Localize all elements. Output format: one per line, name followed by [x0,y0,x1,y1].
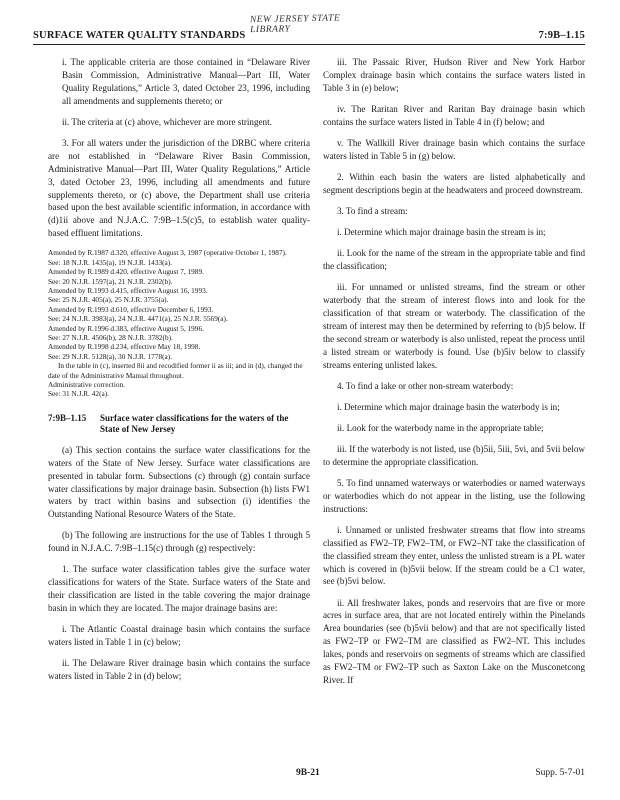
paragraph: iv. The Raritan River and Raritan Bay drainage basin which contains the surface waters listed in Table 4 in (f) below; and [323,103,585,127]
paragraph: (a) This section contains the surface water classifications for the waters of the State of New Jersey. Surface water classifications are presented in tabular form. Subsections (c) through (g) contain surface water classifications by major drainage basin. Subsection (h) lists FW1 waters by tract within basins and subsection (i) identifies the Outstanding National Resource Waters of the State. [48,444,310,520]
paragraph: i. The Atlantic Coastal drainage basin which contains the surface waters listed in Table 1 in (c) below; [48,624,310,648]
paragraph: 3. To find a stream: [337,205,408,216]
paragraph: i. Unnamed or unlisted freshwater streams that flow into streams classified as FW2–TP, FW2–TM, or FW2–NT take the classification of the classified stream they enter, unless the unlisted stream is a PL water which is covered in (b)5vii below. If the stream could be a C1 water, see (b)5vi below. [323,524,585,587]
paragraph: ii. Look for the waterbody name in the appropriate table; [337,422,544,433]
amendment-line: See: 27 N.J.R. 4506(b), 28 N.J.R. 3782(b). [48,333,173,342]
running-header [33,30,585,41]
paragraph: iii. If the waterbody is not listed, use (b)5ii, 5iii, 5vi, and 5vii below to determine the appropriate classification. [323,443,585,467]
paragraph: 2. Within each basin the waters are listed alphabetically and segment descriptions begin at the headwaters and proceed downstream. [323,171,585,195]
left-column [48,56,310,691]
paragraph: (b) The following are instructions for the use of Tables 1 through 5 found in N.J.A.C. 7:9B–1.15(c) through (g) respectively: [48,530,310,554]
amendment-note: In the table in (c), inserted 8ii and recodified former ii as iii; and in (d), changed the date of the Administrative Manual throughout. [48,361,303,380]
right-column [323,56,585,695]
supplement-date: Supp. 5-7-01 [535,768,585,778]
amendment-line: Administrative correction. [48,380,125,390]
paragraph: i. The applicable criteria are those contained in “Delaware River Basin Commission, Administrative Manual—Part III, Water Quality Regulations,” Article 3, dated October 23, 1996, including all amendments and supplements thereto; or [62,57,310,106]
paragraph: 4. To find a lake or other non-stream waterbody: [337,380,514,391]
paragraph: ii. All freshwater lakes, ponds and reservoirs that are five or more acres in surface area, that are not located entirely within the Pinelands Area boundaries (see (b)5vii below) and that are not specifically listed as FW2–TP or FW2–TM are classified as FW2–NT. This includes lakes, ponds and reservoirs on segments of streams which are classified as FW2–TM or FW2–TP such as Saxton Lake on the Musconetcong River. If [323,597,585,685]
paragraph: 1. The surface water classification tables give the surface water classifications for waters of the State. Surface waters of the State and their classification are listed in the table covering the major drainage basin in which they are located. The major drainage basins are: [48,564,310,614]
library-stamp: NEW JERSEY STATE LIBRARY [249,13,341,36]
amendment-history [48,248,310,399]
header-title: SURFACE WATER QUALITY STANDARDS [33,30,246,41]
amendment-line: See: 24 N.J.R. 3983(a), 24 N.J.R. 4471(a), 25 N.J.R. 5569(a). [48,314,228,324]
amendment-line: See: 20 N.J.R. 1597(a), 21 N.J.R. 2302(b). [48,276,173,286]
header-rule [33,44,585,45]
amendment-line: Amended by R.1993 d.415, effective August 16, 1993. [48,285,208,295]
amendment-line: Amended by R.1998 d.234, effective May 18, 1998. [48,342,201,352]
amendment-line: See: 18 N.J.R. 1435(a), 19 N.J.R. 1433(a). [48,257,173,267]
amendment-line: Amended by R.1993 d.610, effective December 6, 1993. [48,304,214,314]
paragraph: iii. For unnamed or unlisted streams, find the stream or other waterbody that the stream of interest flows into and look for the classification of that stream or waterbody. The classification of the stream of interest may then be determined by referring to (b)5 below. If the second stream or waterbody is also unlisted, repeat the process until a listed stream or waterbody is found. Use (b)5iv below to classify streams entering unlisted lakes. [323,282,585,370]
paragraph: i. Determine which major drainage basin the stream is in; [337,227,546,237]
amendment-line: Amended by R.1989 d.420, effective August 7, 1989. [48,267,204,277]
paragraph: ii. Look for the name of the stream in the appropriate table and find the classification; [323,248,585,271]
paragraph: 3. For all waters under the jurisdiction of the DRBC where criteria are not established in “Delaware River Basin Commission, Administrative Manual—Part III, Water Quality Regulations,” Article 3, dated October 23, 1996, including all amendments and future supplements thereto, or (c) above, the Department shall use criteria based upon the best available scientific information, in accordance with (d)1ii above and N.J.A.C. 7:9B–1.5(c)5, to establish water quality-based effluent limitations. [48,137,310,239]
page-number: 9B-21 [296,768,320,778]
paragraph: v. The Wallkill River drainage basin which contains the surface waters listed in Table 5 in (g) below. [323,137,585,161]
paragraph: ii. The criteria at (c) above, whichever are more stringent. [62,116,272,127]
amendment-line: See: 29 N.J.R. 5128(a), 30 N.J.R. 1778(a). [48,351,173,361]
amendment-line: Amended by R.1987 d.320, effective August 3, 1987 (operative October 1, 1987). [48,248,287,258]
paragraph: iii. The Passaic River, Hudson River and New York Harbor Complex drainage basin which contains the surface waters listed in Table 3 in (e) below; [323,57,585,93]
section-number: 7:9B–1.15 [48,412,87,423]
header-section-number: 7:9B–1.15 [538,30,585,41]
amendment-line: Amended by R.1996 d.383, effective August 5, 1996. [48,323,204,333]
amendment-line: See: 25 N.J.R. 405(a), 25 N.J.R. 3755(a). [48,295,169,305]
amendment-line: See: 31 N.J.R. 42(a). [48,389,110,399]
paragraph: i. Determine which major drainage basin the waterbody is in; [337,401,560,412]
paragraph: 5. To find unnamed waterways or waterbodies or named waterways or waterbodies which do not appear in the listing, use the following instructions: [323,477,585,514]
section-heading [48,413,310,436]
section-title: Surface water classifications for the waters of the State of New Jersey [100,412,289,435]
paragraph: ii. The Delaware River drainage basin which contains the surface waters listed in Table 2 in (d) below; [48,658,310,682]
